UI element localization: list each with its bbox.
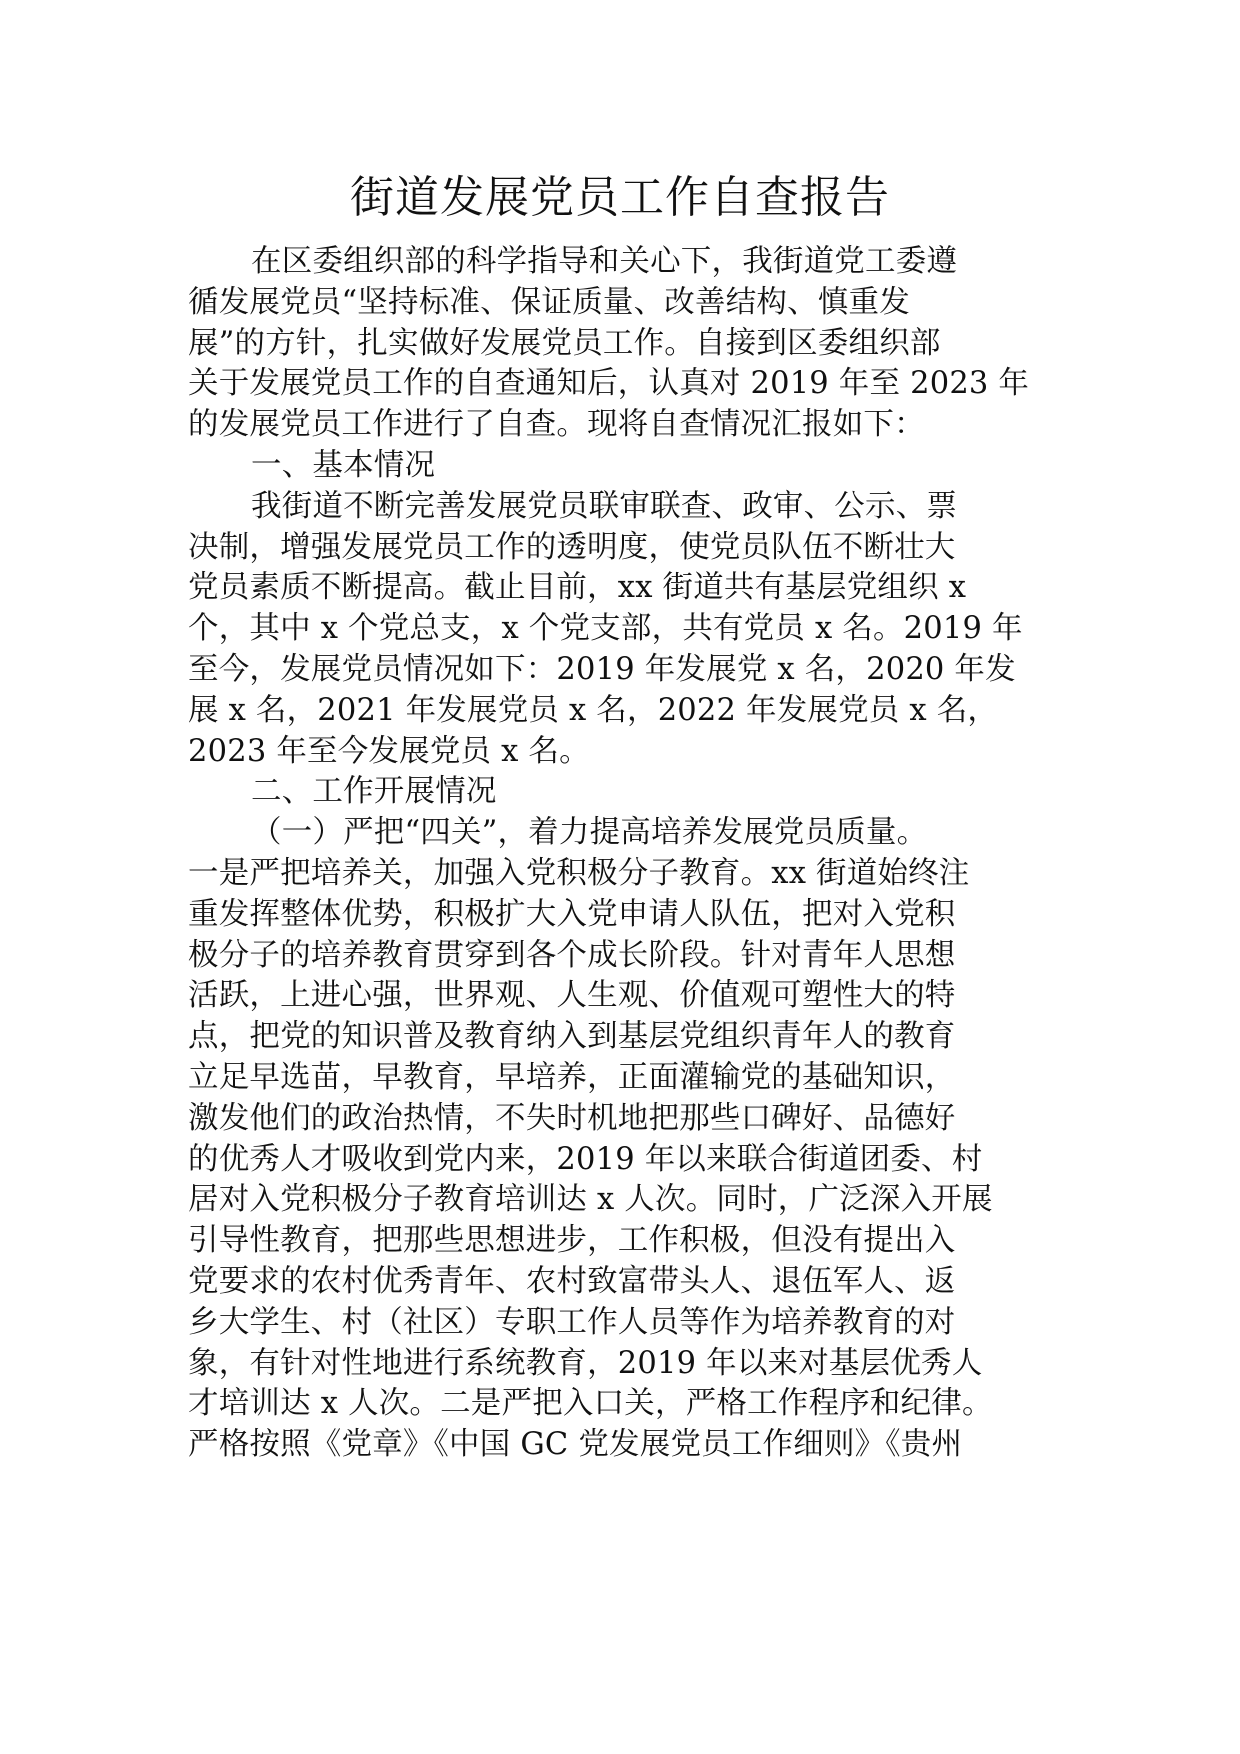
text-line: 一是严把培养关，加强入党积极分子教育。xx 街道始终注 — [188, 855, 970, 891]
text-line: 党员素质不断提高。截止目前，xx 街道共有基层党组织 x — [188, 570, 967, 606]
text-line: 重发挥整体优势，积极扩大入党申请人队伍，把对入党积 — [188, 896, 956, 932]
text-line: （一）严把“四关”，着力提高培养发展党员质量。 — [251, 815, 928, 851]
text-line: 至今，发展党员情况如下：2019 年发展党 x 名，2020 年发 — [188, 651, 1016, 687]
text-line: 展”的方针，扎实做好发展党员工作。自接到区委组织部 — [188, 325, 941, 361]
text-line: 我街道不断完善发展党员联审联查、政审、公示、票 — [251, 488, 958, 524]
text-line: 立足早选苗，早教育，早培养，正面灌输党的基础知识， — [188, 1059, 956, 1095]
text-line: 极分子的培养教育贯穿到各个成长阶段。针对青年人思想 — [188, 937, 956, 973]
text-line: 活跃，上进心强，世界观、人生观、价值观可塑性大的特 — [188, 978, 956, 1014]
text-line: 循发展党员“坚持标准、保证质量、改善结构、慎重发 — [188, 284, 910, 320]
text-line: 党要求的农村优秀青年、农村致富带头人、退伍军人、返 — [188, 1263, 956, 1299]
text-line: 激发他们的政治热情，不失时机地把那些口碑好、品德好 — [188, 1100, 956, 1136]
text-line: 才培训达 x 人次。二是严把入口关，严格工作程序和纪律。 — [188, 1386, 993, 1422]
text-line: 个，其中 x 个党总支，x 个党支部，共有党员 x 名。2019 年 — [188, 611, 1023, 647]
text-line: 严格按照《党章》《中国 GC 党发展党员工作细则》《贵州 — [188, 1427, 963, 1463]
text-line: 的发展党员工作进行了自查。现将自查情况汇报如下： — [188, 407, 925, 443]
text-line: 一、基本情况 — [251, 447, 436, 483]
text-line: 的优秀人才吸收到党内来，2019 年以来联合街道团委、村 — [188, 1141, 983, 1177]
text-line: 居对入党积极分子教育培训达 x 人次。同时，广泛深入开展 — [188, 1182, 993, 1218]
text-line: 决制，增强发展党员工作的透明度，使党员队伍不断壮大 — [188, 529, 956, 565]
document-title: 街道发展党员工作自查报告 — [350, 172, 890, 223]
text-line: 展 x 名，2021 年发展党员 x 名，2022 年发展党员 x 名， — [188, 692, 999, 728]
text-line: 二、工作开展情况 — [251, 774, 497, 810]
text-line: 2023 年至今发展党员 x 名。 — [188, 733, 590, 769]
text-line: 关于发展党员工作的自查通知后，认真对 2019 年至 2023 年 — [188, 366, 1030, 402]
text-line: 乡大学生、村（社区）专职工作人员等作为培养教育的对 — [188, 1304, 956, 1340]
text-line: 点，把党的知识普及教育纳入到基层党组织青年人的教育 — [188, 1019, 956, 1055]
document-body — [188, 242, 1058, 1466]
text-line: 引导性教育，把那些思想进步，工作积极，但没有提出入 — [188, 1223, 956, 1259]
text-line: 在区委组织部的科学指导和关心下，我街道党工委遵 — [251, 244, 958, 279]
text-line: 象，有针对性地进行系统教育，2019 年以来对基层优秀人 — [188, 1345, 983, 1381]
